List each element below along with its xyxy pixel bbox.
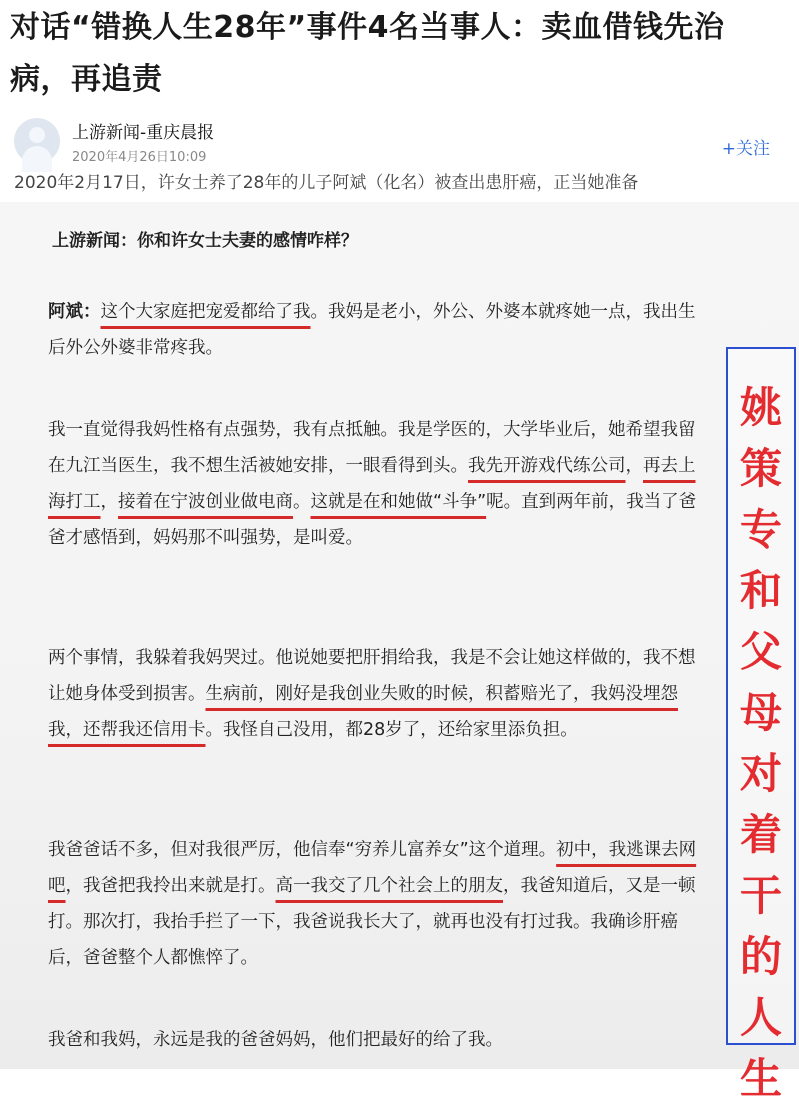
side-caption-char: 人 <box>739 993 782 1042</box>
highlight-6: 生病前，刚好是我创业失败的时候，积蓄赔光了，我妈没埋怨我，还帮我还信用卡 <box>48 684 678 740</box>
highlight-5: 这就是在和她做“斗争” <box>310 492 487 512</box>
p4-text-a: 我爸爸话不多，但对我很严厉，他信奉“穷养儿富养女”这个道理。 <box>48 840 557 860</box>
side-caption-char: 父 <box>739 627 782 676</box>
p3-text-a: 两个事情，我躲着我妈哭过。他说她要把肝捐给我，我是不会让她这样做的，我不想让她身体受到损害。 <box>48 648 696 704</box>
user-avatar-icon[interactable] <box>14 118 60 164</box>
p4-text-c: ，我爸知道后，又是一顿打。那次打，我抬手拦了一下，我爸说我长大了，就再也没有打过我。我确诊肝癌后，爸爸整个人都憔悴了。 <box>48 876 696 968</box>
side-caption <box>728 349 794 1109</box>
interview-question: 上游新闻：你和许女士夫妻的感情咋样？ <box>52 231 358 251</box>
p2-sep-3: 。 <box>293 492 311 512</box>
follow-button[interactable]: +关注 <box>721 139 770 159</box>
highlight-2: 我先开游戏代练公司 <box>468 456 626 476</box>
p2-text-b: 呢。直到两年前，我当了爸爸才感悟到，妈妈那不叫强势，是叫爱。 <box>48 492 697 548</box>
side-caption-char: 干 <box>739 871 782 920</box>
p2-sep-1: ， <box>625 456 643 476</box>
author-name[interactable]: 上游新闻-重庆晨报 <box>72 123 215 143</box>
paragraph-5: 我爸和我妈，永远是我的爸爸妈妈，他们把最好的给了我。 <box>48 1030 503 1050</box>
side-caption-char: 策 <box>739 444 782 493</box>
highlight-7: 初中，我逃课去网吧 <box>48 840 697 896</box>
p3-text-b: 。我怪自己没用，都28岁了，还给家里添负担。 <box>205 720 578 740</box>
highlight-8: 高一我交了几个社会上的朋友 <box>275 876 503 896</box>
side-caption-char: 姚 <box>739 383 782 432</box>
highlight-4: 接着在宁波创业做电商 <box>118 492 293 512</box>
highlight-1: 这个大家庭把宠爱都给了我 <box>100 302 311 322</box>
article-title: 对话“错换人生28年”事件4名当事人：卖血借钱先治病，再追责 <box>10 10 725 97</box>
side-caption-char: 着 <box>739 810 782 859</box>
side-caption-char: 的 <box>739 932 782 981</box>
side-caption-char: 对 <box>739 749 782 798</box>
p2-sep-2: ， <box>100 492 118 512</box>
p4-text-b: ，我爸把我拎出来就是打。 <box>65 876 276 896</box>
p2-text-a: 我一直觉得我妈性格有点强势，我有点抵触。我是学医的，大学毕业后，她希望我留在九江当医生，我不想生活被她安排，一眼看得到头。 <box>48 420 696 476</box>
side-caption-char: 专 <box>739 505 782 554</box>
paragraph-2 <box>48 412 708 556</box>
side-caption-char: 生 <box>739 1054 782 1103</box>
side-caption-box <box>726 347 796 1103</box>
article-lead-cutoff <box>14 173 774 200</box>
author-bar <box>14 116 784 176</box>
paragraph-1 <box>48 294 708 366</box>
side-caption-char: 和 <box>739 566 782 615</box>
p1-text: 。我妈是老小，外公、外婆本就疼她一点，我出生后外公外婆非常疼我。 <box>48 302 696 358</box>
speaker-label: 阿斌： <box>48 302 101 322</box>
side-caption-char: 母 <box>739 688 782 737</box>
paragraph-4 <box>48 832 708 976</box>
highlight-3: 再去上海打工 <box>48 456 696 512</box>
lead-text: 2020年2月17日，许女士养了28年的儿子阿斌（化名）被查出患肝癌，正当她准备 <box>14 173 639 193</box>
publish-date: 2020年4月26日10:09 <box>72 150 207 165</box>
paragraph-3 <box>48 640 708 748</box>
